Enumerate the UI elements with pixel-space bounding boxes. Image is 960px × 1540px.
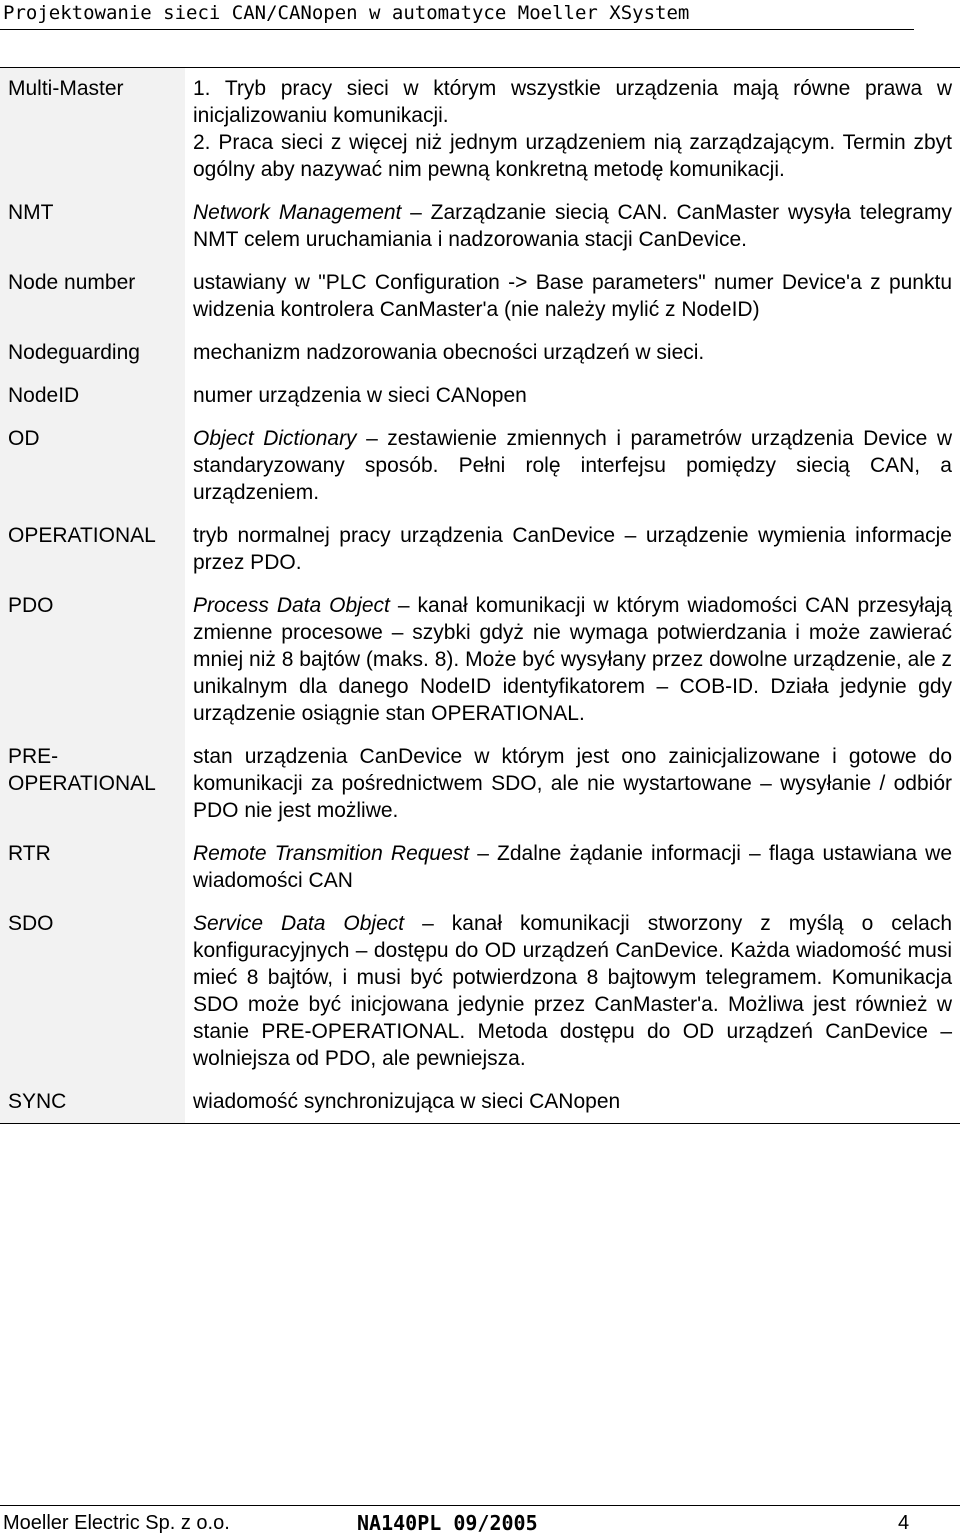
glossary-description [185, 192, 960, 262]
glossary-row [0, 515, 960, 585]
glossary-term: RTR [0, 833, 185, 903]
glossary-description [185, 736, 960, 833]
description-line: 1. Tryb pracy sieci w którym wszystkie urządzenia mają równe prawa w inicjalizowaniu komunikacji. [193, 77, 952, 127]
glossary-table [0, 67, 960, 1124]
description-line: 2. Praca sieci z więcej niż jednym urządzeniem nią zarządzającym. Termin zbyt ogólny aby nazywać nim pewną konkretną metodę komunikacji. [193, 131, 952, 181]
glossary-term: OD [0, 418, 185, 515]
description-text: – Zdalne żądanie informacji – flaga ustawiana we wiadomości CAN [193, 842, 952, 892]
glossary-row [0, 332, 960, 375]
glossary-term: Multi-Master [0, 68, 185, 192]
footer-page-number: 4 [898, 1512, 910, 1534]
glossary-row [0, 903, 960, 1081]
glossary-description [185, 585, 960, 736]
footer-company: Moeller Electric Sp. z o.o. [3, 1512, 230, 1534]
footer-document-id: NA140PL 09/2005 [357, 1511, 538, 1535]
glossary-row [0, 192, 960, 262]
description-text: wiadomość synchronizująca w sieci CANopen [193, 1090, 621, 1113]
glossary-term: Nodeguarding [0, 332, 185, 375]
glossary-term [0, 736, 185, 833]
glossary-term: OPERATIONAL [0, 515, 185, 585]
glossary-term: PDO [0, 585, 185, 736]
term-line: OPERATIONAL [8, 772, 156, 795]
glossary-row [0, 1081, 960, 1124]
glossary-row [0, 262, 960, 332]
glossary-term: SDO [0, 903, 185, 1081]
glossary-description [185, 515, 960, 585]
page-header [0, 0, 914, 30]
glossary-term: Node number [0, 262, 185, 332]
description-expansion: Service Data Object [193, 912, 405, 935]
glossary-term: NodeID [0, 375, 185, 418]
glossary-row [0, 833, 960, 903]
glossary-row [0, 585, 960, 736]
header-title: Projektowanie sieci CAN/CANopen w automatyce Moeller XSystem [3, 2, 690, 24]
description-text: – zestawienie zmiennych i parametrów urządzenia Device w standaryzowany sposób. Pełni rolę interfejsu pomiędzy siecią CAN, a urządzeniem. [193, 427, 952, 504]
description-expansion: Remote Transmition Request [193, 842, 470, 865]
description-text: tryb normalnej pracy urządzenia CanDevice – urządzenie wymienia informacje przez PDO. [193, 524, 952, 574]
description-text: – Zarządzanie siecią CAN. CanMaster wysyła telegramy NMT celem uruchamiania i nadzorowania stacji CanDevice. [193, 201, 952, 251]
glossary-description [185, 375, 960, 418]
term-line: PRE- [8, 745, 59, 768]
glossary-description [185, 418, 960, 515]
description-expansion: Object Dictionary [193, 427, 357, 450]
glossary-row [0, 736, 960, 833]
glossary-description [185, 1081, 960, 1124]
glossary-description [185, 833, 960, 903]
glossary-row [0, 375, 960, 418]
description-text: – kanał komunikacji stworzony z myślą o celach konfiguracyjnych – dostępu do OD urządzeń CanDevice. Każda wiadomość musi mieć 8 bajtów, i musi być potwierdzona 8 bajtowym telegramem. Komunikacja SDO może być inicjowana jedynie przez CanMaster'a. Możliwa jest również w stanie PRE-OPERATIONAL. Metoda dostępu do OD urządzeń CanDevice – wolniejsza od PDO, ale pewniejsza. [193, 912, 952, 1070]
description-text: stan urządzenia CanDevice w którym jest ono zainicjalizowane i gotowe do komunikacji za pośrednictwem SDO, ale nie wystartowane – wysyłanie / odbiór PDO nie jest możliwe. [193, 745, 952, 822]
page-footer [0, 1505, 960, 1534]
glossary-row [0, 68, 960, 192]
glossary-row [0, 418, 960, 515]
description-text: – kanał komunikacji w którym wiadomości CAN przesyłają zmienne procesowe – szybki gdyż nie wymaga potwierdzania i może zawierać mniej niż 8 bajtów (maks. 8). Może być wysyłany przez dowolne urządzenie, ale z unikalnym dla danego NodeID identyfikatorem – COB-ID. Działa jedynie gdy urządzenie osiągnie stan OPERATIONAL. [193, 594, 952, 725]
glossary-description [185, 903, 960, 1081]
glossary-description [185, 332, 960, 375]
glossary-term: SYNC [0, 1081, 185, 1124]
description-text: ustawiany w "PLC Configuration -> Base parameters" numer Device'a z punktu widzenia kontrolera CanMaster'a (nie należy mylić z NodeID) [193, 271, 952, 321]
glossary-description [185, 68, 960, 192]
glossary-description [185, 262, 960, 332]
description-text: mechanizm nadzorowania obecności urządzeń w sieci. [193, 341, 705, 364]
description-expansion: Network Management [193, 201, 402, 224]
description-text: numer urządzenia w sieci CANopen [193, 384, 527, 407]
description-expansion: Process Data Object [193, 594, 390, 617]
glossary-term: NMT [0, 192, 185, 262]
